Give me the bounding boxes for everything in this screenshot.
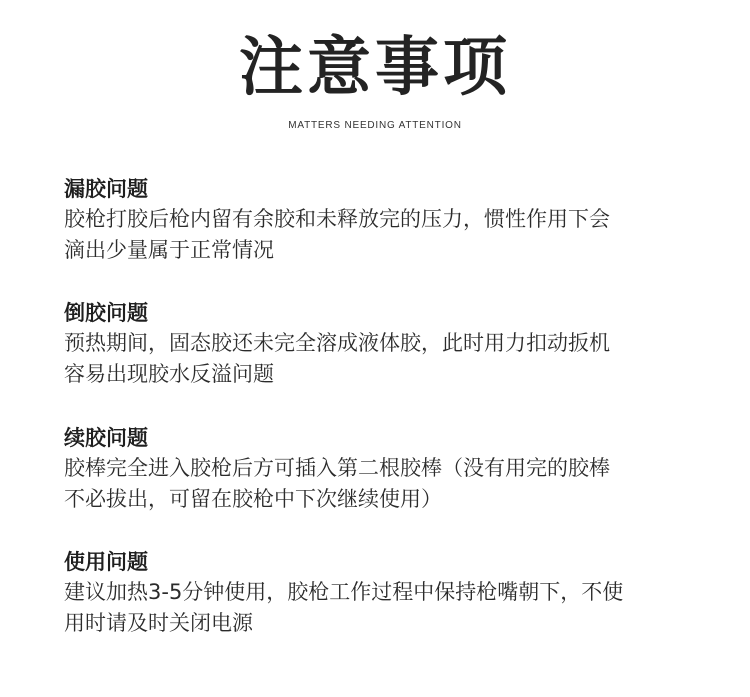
section-text-line: 滴出少量属于正常情况 [64,238,274,262]
page-title: 注意事项 [239,31,511,105]
section-heading: 续胶问题 [64,426,148,450]
section-text-line: 建议加热3-5分钟使用，胶枪工作过程中保持枪嘴朝下，不使 [64,580,624,604]
page-subtitle: MATTERS NEEDING ATTENTION [288,120,462,131]
section-heading: 使用问题 [64,550,148,574]
section-text-line: 用时请及时关闭电源 [64,611,253,635]
section-text-line: 预热期间，固态胶还未完全溶成液体胶，此时用力扣动扳机 [64,331,610,355]
section-text [64,577,704,639]
section-text [64,204,704,266]
note-section-leakage [64,174,704,266]
note-section-refill [64,423,704,515]
note-section-usage [64,547,704,639]
note-section-backflow [64,298,704,390]
section-text [64,328,704,390]
section-heading: 倒胶问题 [64,301,148,325]
section-text-line: 不必拔出，可留在胶枪中下次继续使用） [64,487,442,511]
section-heading: 漏胶问题 [64,177,148,201]
section-text-line: 容易出现胶水反溢问题 [64,362,274,386]
section-text-line: 胶棒完全进入胶枪后方可插入第二根胶棒（没有用完的胶棒 [64,456,610,480]
section-text-line: 胶枪打胶后枪内留有余胶和未释放完的压力，惯性作用下会 [64,207,610,231]
section-text [64,453,704,515]
